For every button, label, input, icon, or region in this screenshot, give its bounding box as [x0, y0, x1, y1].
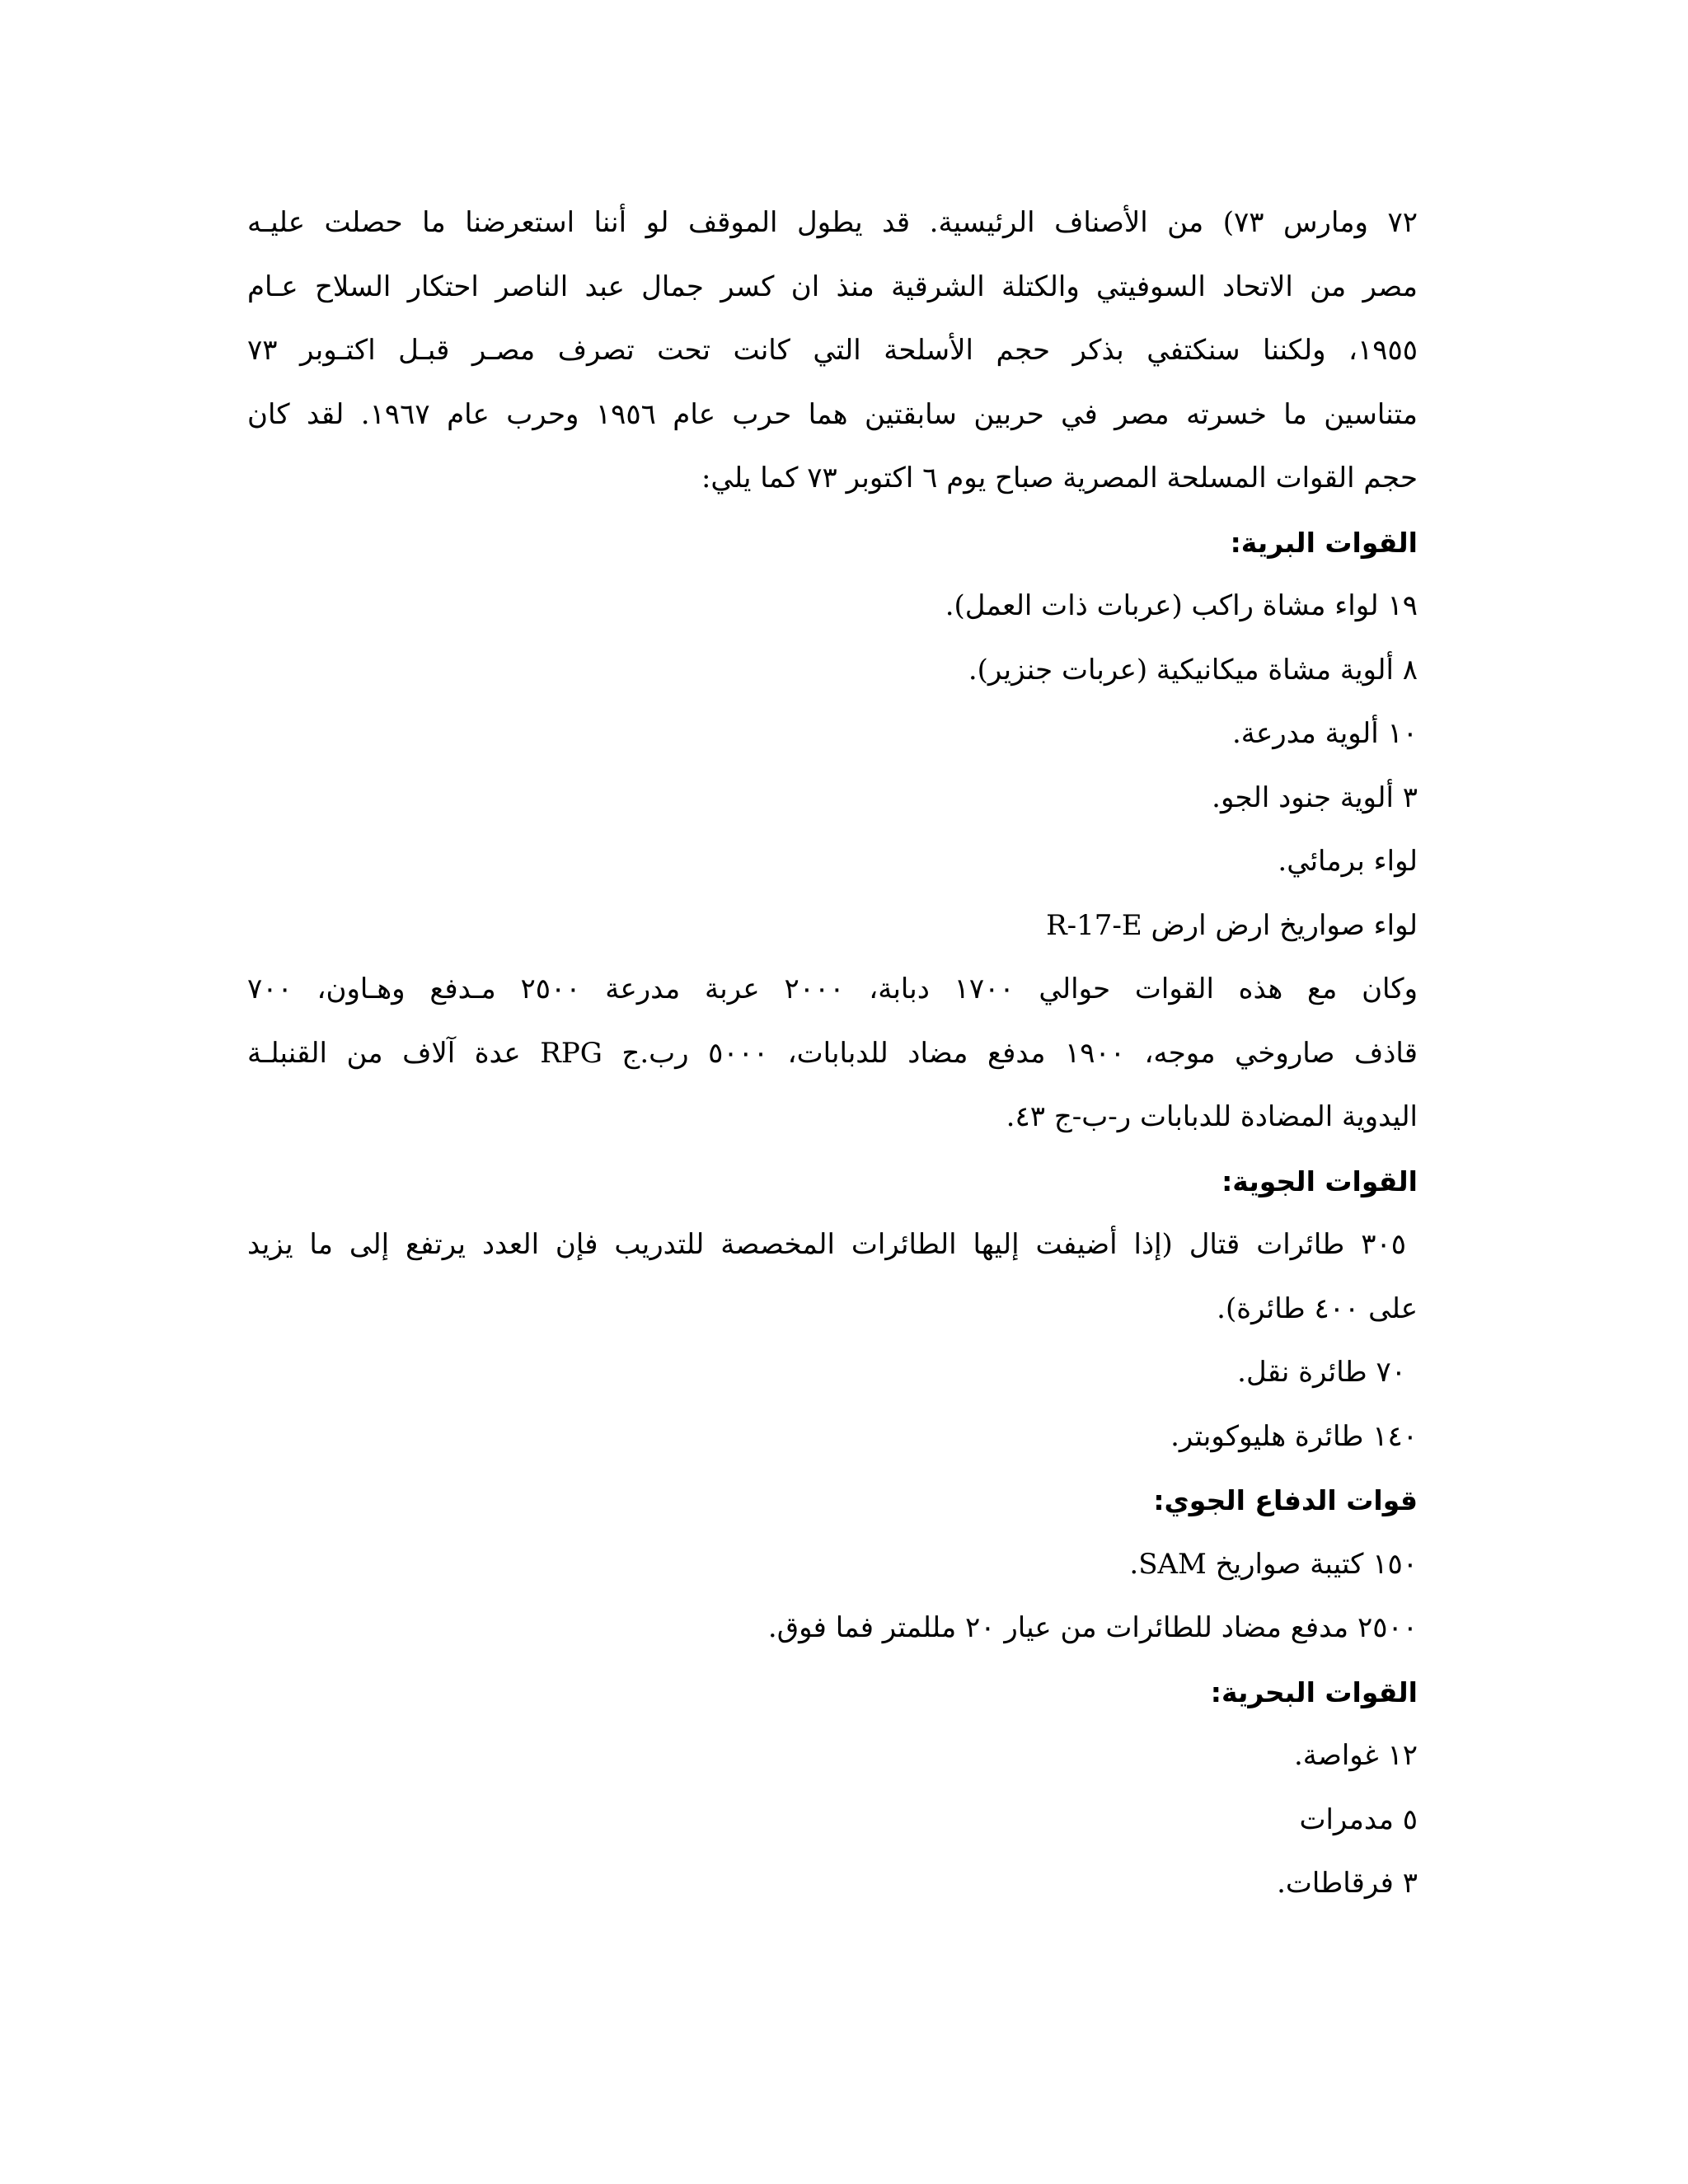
naval-forces-item: ٥ مدمرات [1299, 1802, 1418, 1836]
land-forces-item: ٣ ألوية جنود الجو. [1212, 780, 1418, 814]
land-forces-paragraph-line-2: قاذف صاروخي موجه، ١٩٠٠ مدفع مضاد للدبابات، ٥٠٠٠ رب.ج RPG عدة آلاف من القنبلـة [247, 1036, 1418, 1070]
land-forces-heading: القوات البرية: [1230, 526, 1418, 559]
intro-line-4: متناسين ما خسرته مصر في حربين سابقتين هما حرب عام ١٩٥٦ وحرب عام ١٩٦٧. لقد كان [247, 397, 1418, 431]
intro-line-5: حجم القوات المسلحة المصرية صباح يوم ٦ اكتوبر ٧٣ كما يلي: [701, 462, 1418, 494]
air-forces-heading: القوات الجوية: [1221, 1165, 1418, 1197]
document-body [247, 191, 1418, 1916]
air-forces-item: ١٤٠ طائرة هليوكوبتر. [1170, 1419, 1418, 1453]
land-forces-item: لواء صواريخ ارض ارض R-17-E [1046, 908, 1418, 942]
air-defense-item: ٢٥٠٠ مدفع مضاد للطائرات من عيار ٢٠ مللمتر فما فوق. [767, 1611, 1418, 1644]
land-forces-paragraph-line-3: اليدوية المضادة للدبابات ر-ب-ج ٤٣. [1006, 1100, 1418, 1133]
intro-line-1: ٧٢ ومارس ٧٣) من الأصناف الرئيسية. قد يطول الموقف لو أننا استعرضنا ما حصلت عليـه [247, 206, 1418, 239]
intro-line-2: مصر من الاتحاد السوفيتي والكتلة الشرقية منذ ان كسر جمال عبد الناصر احتكار السلاح عـام [247, 269, 1418, 303]
land-forces-item: لواء برمائي. [1278, 845, 1418, 878]
land-forces-item: ١٩ لواء مشاة راكب (عربات ذات العمل). [945, 589, 1418, 622]
naval-forces-item: ٣ فرقاطات. [1277, 1867, 1418, 1900]
air-defense-item: ١٥٠ كتيبة صواريخ SAM. [1129, 1547, 1418, 1581]
land-forces-item: ٨ ألوية مشاة ميكانيكية (عربات جنزير). [968, 653, 1418, 687]
air-defense-heading: قوات الدفاع الجوي: [1153, 1484, 1418, 1516]
land-forces-paragraph-line-1: وكان مع هذه القوات حوالي ١٧٠٠ دبابة، ٢٠٠٠ عربة مدرعة ٢٥٠٠ مـدفع وهـاون، ٧٠٠ [247, 972, 1418, 1005]
naval-forces-item: ١٢ غواصة. [1293, 1739, 1418, 1772]
land-forces-item: ١٠ ألوية مدرعة. [1231, 717, 1418, 750]
air-forces-item: ٧٠ طائرة نقل. [1237, 1356, 1406, 1389]
air-forces-item: ٣٠٥ طائرات قتال (إذا أضيفت إليها الطائرات المخصصة للتدريب فإن العدد يرتفع إلى ما يزيد [247, 1228, 1406, 1261]
naval-forces-heading: القوات البحرية: [1210, 1675, 1418, 1708]
air-forces-item: على ٤٠٠ طائرة). [1217, 1291, 1418, 1325]
intro-line-3: ١٩٥٥، ولكننا سنكتفي بذكر حجم الأسلحة التي كانت تحت تصرف مصـر قبـل اكتـوبر ٧٣ [247, 334, 1418, 367]
